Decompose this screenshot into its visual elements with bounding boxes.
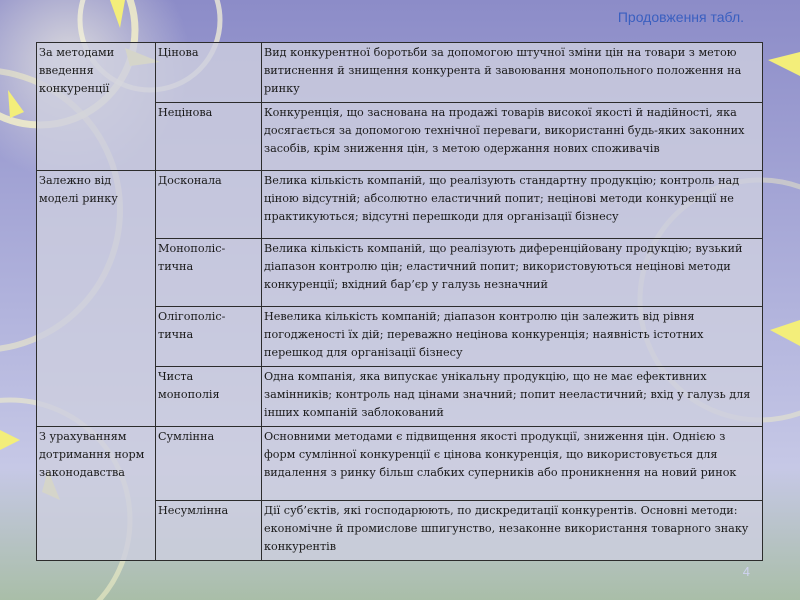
description-cell: Велика кількість компаній, що реалізують диференційовану продукцію; вузький діапазон контролю цін; еластичний попит; використовуються нецінові методи конкуренції; вхідний бар’єр у галузь незначний	[262, 239, 763, 307]
type-cell: Нецінова	[156, 103, 262, 171]
criterion-cell: За методами введення конкуренції	[37, 43, 156, 171]
description-cell: Невелика кількість компаній; діапазон контролю цін залежить від рівня погодженості їх дій; переважно нецінова конкуренція; наявність істотних перешкод для організації бізнесу	[262, 307, 763, 367]
description-cell: Дії суб’єктів, які господарюють, по дискредитації конкурентів. Основні методи: економічне й промислове шпигунство, незаконне використання товарного знаку конкурентів	[262, 501, 763, 561]
type-cell: Сумлінна	[156, 427, 262, 501]
type-cell: Чиста монополія	[156, 367, 262, 427]
criterion-cell: З урахуванням дотримання норм законодавства	[37, 427, 156, 561]
type-cell: Олігополіс-тична	[156, 307, 262, 367]
description-cell: Одна компанія, яка випускає унікальну продукцію, що не має ефективних замінників; контроль над цінами значний; попит нееластичний; вхід у галузь для інших компаній заблокований	[262, 367, 763, 427]
description-cell: Велика кількість компаній, що реалізують стандартну продукцію; контроль над ціною відсутній; абсолютно еластичний попит; нецінові методи конкуренції не практикуються; відсутні перешкоди для організації бізнесу	[262, 171, 763, 239]
criterion-cell: Залежно від моделі ринку	[37, 171, 156, 427]
continuation-title: Продовження табл.	[617, 9, 744, 25]
table-row	[37, 427, 763, 501]
table-row	[37, 43, 763, 103]
table-row	[37, 171, 763, 239]
description-cell: Основними методами є підвищення якості продукції, зниження цін. Однією з форм сумлінної конкуренції є цінова конкуренція, що використовується для видалення з ринку більш слабких суперників або проникнення на новий ринок	[262, 427, 763, 501]
type-cell: Досконала	[156, 171, 262, 239]
slide-number: 4	[742, 564, 750, 579]
type-cell: Несумлінна	[156, 501, 262, 561]
type-cell: Цінова	[156, 43, 262, 103]
description-cell: Конкуренція, що заснована на продажі товарів високої якості й надійності, яка досягається за допомогою технічної переваги, використанні будь-яких законних засобів, крім зниження цін, з метою одержання нових споживачів	[262, 103, 763, 171]
description-cell: Вид конкурентної боротьби за допомогою штучної зміни цін на товари з метою витиснення й знищення конкурента й завоювання монопольного положення на ринку	[262, 43, 763, 103]
type-cell: Монополіс-тична	[156, 239, 262, 307]
competition-classification-table	[36, 42, 763, 561]
